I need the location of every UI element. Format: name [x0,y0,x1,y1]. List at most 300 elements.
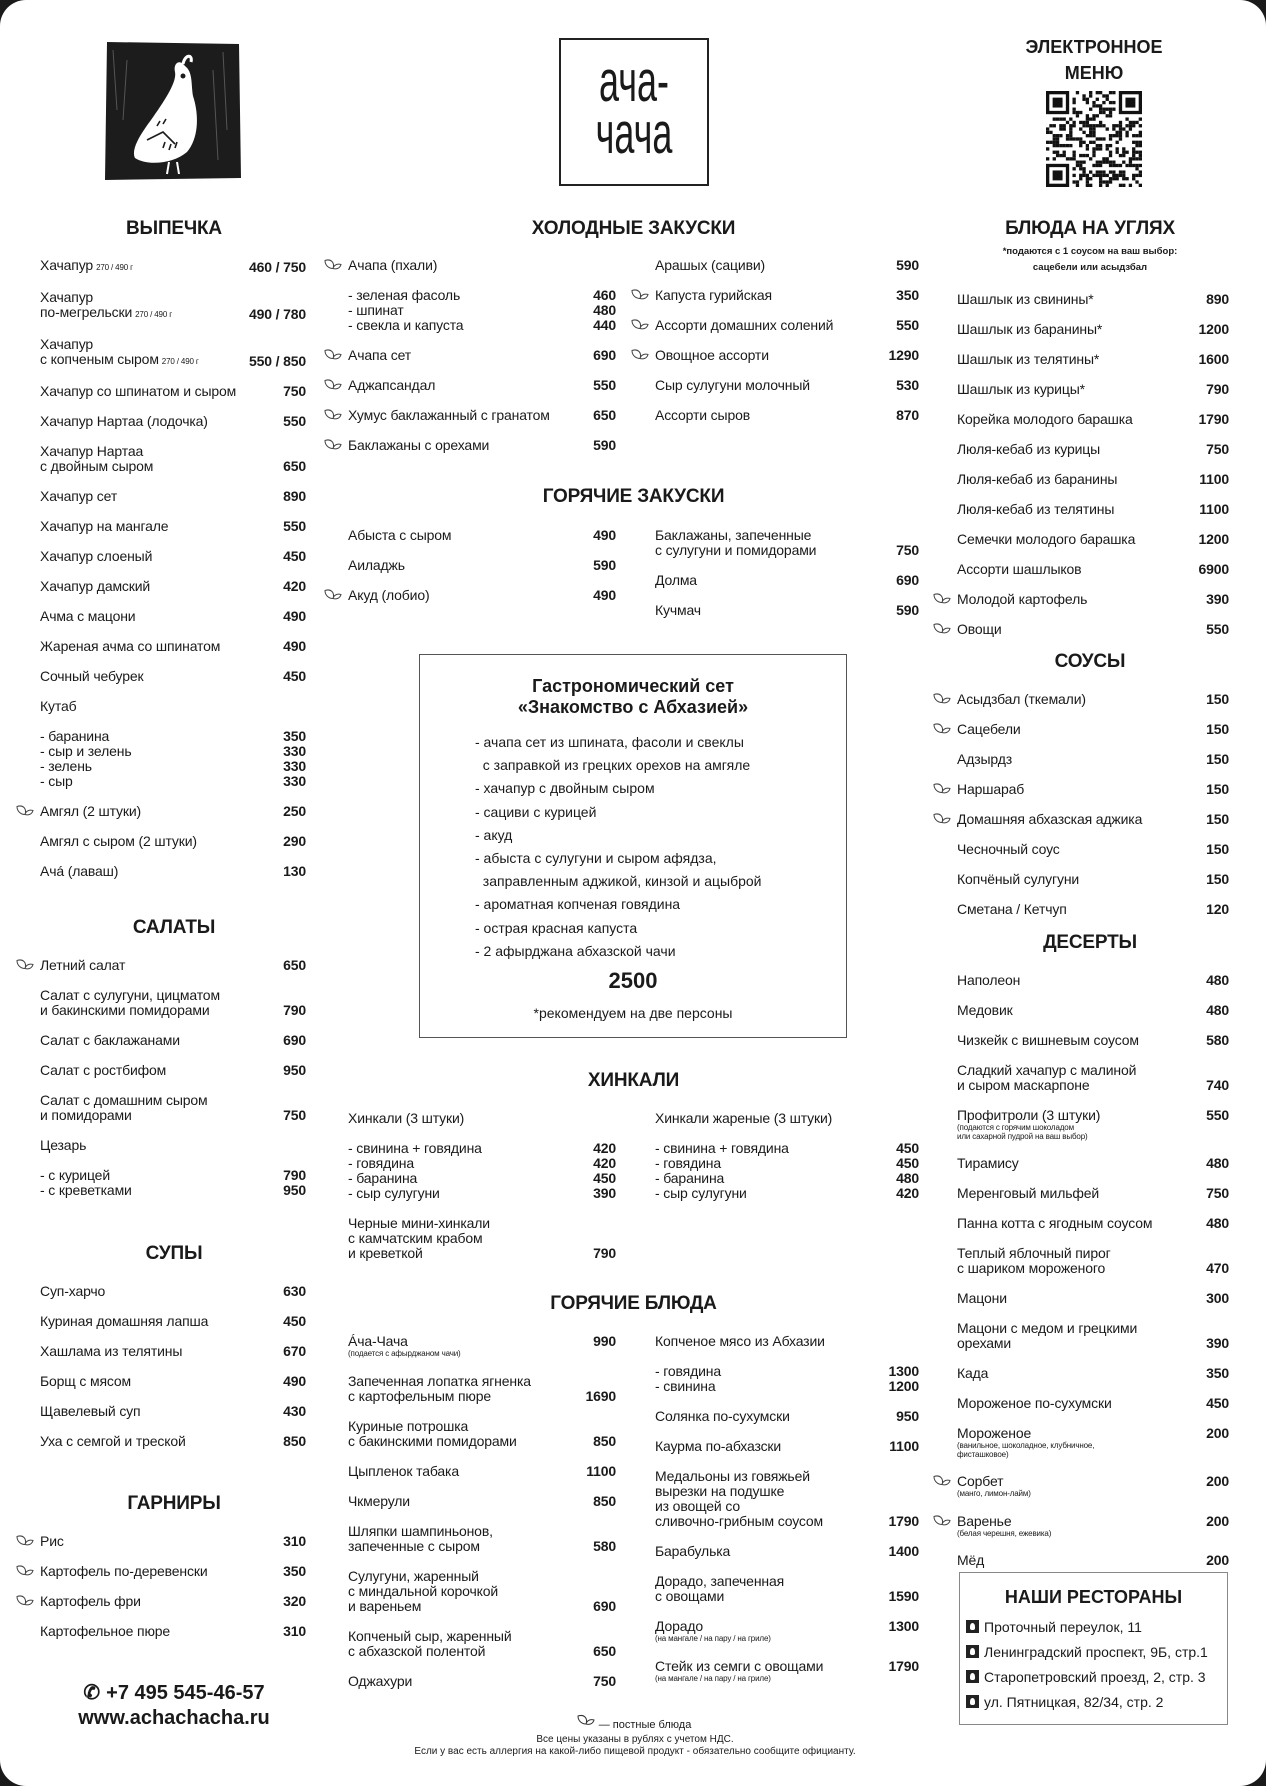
menu-item[interactable] [655,1111,919,1126]
menu-item[interactable] [957,322,1229,337]
section-title-cold: ХОЛОДНЫЕ ЗАКУСКИ [531,218,736,239]
menu-item[interactable] [40,1404,306,1419]
menu-item[interactable] [957,1474,1229,1499]
menu-item-title: Хумус баклажанный с гранатом [348,407,550,423]
menu-item-title: Суп-харчо [40,1283,106,1299]
menu-item[interactable] [348,1494,616,1509]
menu-item-title: Хачапур по-мегрельски [40,289,133,320]
menu-item[interactable] [348,1419,616,1449]
menu-item-title: Панна котта с ягодным соусом [957,1215,1153,1231]
gastro-set-title: Гастрономический сет «Знакомство с Абхазией» [517,676,749,717]
menu-item[interactable] [348,408,616,423]
variant-row[interactable] [40,759,306,774]
menu-item-title: Чесночный соус [957,841,1060,857]
leaf-icon [323,258,343,273]
menu-item[interactable] [957,352,1229,367]
menu-item-price: 690 [283,1032,306,1048]
menu-item[interactable] [348,588,616,603]
variant-name: - говядина [655,1363,722,1379]
menu-item-name [655,1469,882,1529]
menu-item-title: Сыр сулугуни молочный [655,377,810,393]
bird-logo [103,40,243,182]
menu-item-title: Када [957,1365,989,1381]
menu-item[interactable] [40,1564,306,1579]
menu-item-price: 150 [1206,751,1229,767]
variant-row[interactable] [348,303,616,318]
cold-list-b [655,258,919,438]
menu-item-title: Шляпки шампиньонов, запеченные с сыром [348,1522,493,1554]
menu-item-note: (манго, лимон-лайм) [957,1489,1031,1498]
menu-item[interactable] [40,699,306,714]
variant-row[interactable] [348,288,616,303]
variant-name: - сыр сулугуни [655,1185,747,1201]
menu-item[interactable] [40,864,306,879]
variant-row[interactable] [40,744,306,759]
menu-item-title: Щавелевый суп [40,1403,141,1419]
restaurant-address[interactable] [966,1615,1208,1640]
menu-item-title: Арашых (сациви) [655,257,766,273]
menu-item[interactable] [957,1366,1229,1381]
phone-icon: ✆ [83,1682,101,1704]
menu-item[interactable] [957,442,1229,457]
menu-item-name [348,348,587,363]
restaurants-list [966,1615,1208,1715]
menu-item[interactable] [348,1334,616,1359]
menu-item[interactable] [655,1544,919,1559]
menu-item[interactable] [40,1344,306,1359]
menu-item-title: Кучмач [655,602,701,618]
menu-item[interactable] [655,378,919,393]
menu-item-name [957,782,1200,797]
menu-item-price: 650 [283,458,306,474]
menu-item-title: Шашлык из курицы* [957,381,1085,397]
menu-item-weight: 270 / 490 г [135,310,172,319]
menu-item[interactable] [957,782,1229,797]
menu-item-title: Салат с баклажанами [40,1032,180,1048]
menu-item-name [348,408,587,423]
menu-item[interactable] [40,988,306,1018]
menu-item-price: 670 [283,1343,306,1359]
menu-item-name [957,1033,1200,1048]
variant-row[interactable] [40,1168,306,1183]
variant-price: 440 [593,317,616,333]
menu-item[interactable] [957,1426,1229,1459]
menu-item[interactable] [40,804,306,819]
menu-item[interactable] [655,318,919,333]
menu-item-title: Шашлык из баранины* [957,321,1103,337]
menu-item[interactable] [40,290,306,322]
menu-item-price: 150 [1206,871,1229,887]
menu-item-name [348,1569,587,1614]
menu-item-title: Ачапа (пхали) [348,257,438,273]
grill-subnote: *подаются с 1 соусом на ваш выбор: сацебели или асыдзбал [1002,246,1178,273]
menu-item[interactable] [957,1291,1229,1306]
menu-item-price: 590 [896,257,919,273]
menu-item[interactable] [40,1434,306,1449]
menu-item-title: Черные мини-хинкали с камчатским крабом и креветкой [348,1215,490,1261]
menu-item[interactable] [40,1624,306,1639]
variant-row[interactable] [655,1186,919,1201]
hot-dishes-list-a [348,1334,616,1704]
menu-item[interactable] [655,1469,919,1529]
menu-item[interactable] [348,1674,616,1689]
menu-item[interactable] [957,1246,1229,1276]
allergy-note: Если у вас есть аллергия на какой-либо пищевой продукт - обязательно сообщите официанту. [414,1746,856,1757]
menu-item-price: 310 [283,1623,306,1639]
menu-item-name [655,1111,913,1126]
variant-row[interactable] [655,1141,919,1156]
hot-snacks-list-a [348,528,616,618]
menu-item-title: Овощное ассорти [655,347,769,363]
menu-item[interactable] [957,1156,1229,1171]
bird-icon [966,1695,979,1708]
menu-item-title: Акуд (лобио) [348,587,430,603]
qr-code[interactable] [1046,91,1142,187]
brand-logo-text: ача- чача [595,49,673,166]
menu-item[interactable] [957,1186,1229,1201]
menu-item[interactable] [957,842,1229,857]
bakery-list [40,258,306,894]
menu-item-name [40,958,277,973]
menu-item[interactable] [40,519,306,534]
menu-item[interactable] [348,558,616,573]
menu-item[interactable] [957,562,1229,577]
variant-row[interactable] [348,1156,616,1171]
menu-item[interactable] [40,669,306,684]
menu-item-name [348,1374,579,1404]
menu-item-name [348,1524,587,1554]
menu-item[interactable] [957,1108,1229,1141]
menu-item[interactable] [40,1534,306,1549]
soups-list [40,1284,306,1464]
menu-item-title: Копченый сыр, жаренный с абхазской полентой [348,1627,512,1659]
menu-item[interactable] [957,752,1229,767]
gastro-set-line: - ачапа сет из шпината, фасоли и свеклы [475,734,744,750]
footer-notes [300,1734,970,1758]
menu-item[interactable] [957,1553,1229,1568]
menu-item-title: Шашлык из свинины* [957,291,1094,307]
menu-item[interactable] [957,1216,1229,1231]
menu-item-price: 580 [1206,1032,1229,1048]
menu-item[interactable] [40,489,306,504]
variant-price: 480 [593,302,616,318]
menu-item[interactable] [957,812,1229,827]
variant-row[interactable] [655,1379,919,1394]
menu-item[interactable] [348,1216,616,1261]
menu-item[interactable] [957,1063,1229,1093]
menu-item[interactable] [655,1409,919,1424]
menu-item-name [40,609,277,624]
menu-item-name [957,902,1200,917]
menu-item-variants [655,1141,919,1201]
menu-item-title: Мороженое по-сухумски [957,1395,1112,1411]
menu-item-name [655,1574,882,1604]
emenu-line2: МЕНЮ [1064,63,1124,83]
menu-item[interactable] [348,378,616,393]
menu-item[interactable] [40,579,306,594]
menu-item-title: Ассорти домашних солений [655,317,834,333]
variant-row[interactable] [348,1171,616,1186]
menu-item[interactable] [40,639,306,654]
menu-item-title: Люля-кебаб из курицы [957,441,1101,457]
menu-item[interactable] [40,609,306,624]
menu-item[interactable] [40,958,306,973]
menu-item[interactable] [957,692,1229,707]
variant-name: - зеленая фасоль [348,287,461,303]
menu-item-title: Борщ с мясом [40,1373,132,1389]
restaurant-address[interactable] [966,1640,1208,1665]
menu-item[interactable] [957,722,1229,737]
menu-item[interactable] [957,532,1229,547]
leaf-icon [323,408,343,423]
menu-item-title: Чкмерули [348,1492,410,1509]
variant-name: - сыр и зелень [40,743,132,759]
menu-item[interactable] [957,1514,1229,1539]
variant-row[interactable] [655,1156,919,1171]
menu-item-price: 890 [283,488,306,504]
menu-item-price: 550 [1206,1107,1229,1123]
menu-item-price: 200 [1206,1512,1229,1529]
menu-item[interactable] [655,1574,919,1604]
variant-row[interactable] [40,729,306,744]
menu-item-price: 200 [1206,1552,1229,1568]
menu-item-title: Семечки молодого барашка [957,531,1136,547]
menu-item[interactable] [957,592,1229,607]
menu-item-name [348,1494,587,1509]
leaf-icon [15,1564,35,1579]
menu-item-name [40,444,277,474]
menu-item-name [348,378,587,393]
menu-item-name [957,722,1200,737]
menu-item-title: Асыдзбал (ткемали) [957,691,1086,707]
menu-item[interactable] [655,408,919,423]
menu-item-price: 150 [1206,781,1229,797]
menu-item[interactable] [957,292,1229,307]
menu-item-name [957,1291,1200,1306]
menu-item-name [957,1396,1200,1411]
menu-item-name [655,408,890,423]
menu-item[interactable] [655,528,919,558]
restaurant-address[interactable] [966,1690,1208,1715]
menu-item[interactable] [957,1396,1229,1411]
menu-item-price: 1100 [1199,501,1229,517]
menu-item-title: Варенье [957,1512,1012,1529]
menu-item[interactable] [348,1629,616,1659]
menu-item-name [40,804,277,819]
menu-item-variants [40,1168,306,1198]
menu-item[interactable] [957,1003,1229,1018]
menu-item-price: 480 [1206,1215,1229,1231]
menu-item-name [655,318,890,333]
menu-item-price: 350 [283,1563,306,1579]
menu-item[interactable] [348,528,616,543]
menu-item-title: Наршараб [957,781,1025,797]
menu-item-name [40,1284,277,1299]
menu-item[interactable] [655,1659,919,1684]
variant-price: 950 [283,1182,306,1198]
phone-number: +7 495 545-46-57 [106,1682,265,1704]
menu-item-price: 1600 [1198,351,1229,367]
menu-item-price: 450 [283,668,306,684]
menu-item-name [957,1156,1200,1171]
menu-item[interactable] [40,384,306,399]
menu-item[interactable] [957,382,1229,397]
menu-item-name [40,414,277,429]
menu-item[interactable] [40,1314,306,1329]
menu-item-title: Меренговый мильфей [957,1185,1100,1201]
menu-item[interactable] [957,502,1229,517]
menu-item-price: 890 [1206,291,1229,307]
menu-item-title: Корейка молодого барашка [957,411,1133,427]
menu-item[interactable] [40,549,306,564]
menu-item-price: 290 [283,833,306,849]
menu-item-name [40,549,277,564]
menu-item[interactable] [655,348,919,363]
menu-item[interactable] [348,1374,616,1404]
menu-item-title: Баклажаны с орехами [348,437,490,453]
leaf-icon [576,1719,596,1731]
menu-item-title: Капуста гурийская [655,287,772,303]
menu-item[interactable] [40,1284,306,1299]
menu-item-name [957,1003,1200,1018]
variant-row[interactable] [655,1364,919,1379]
menu-item[interactable] [655,573,919,588]
menu-item[interactable] [957,872,1229,887]
menu-item-title: Наполеон [957,972,1021,988]
menu-item[interactable] [348,438,616,453]
leaf-icon [323,348,343,363]
menu-item-name [655,1619,882,1634]
variant-name: - с креветками [40,1182,132,1198]
menu-item[interactable] [40,1033,306,1048]
menu-item-price: 690 [896,572,919,588]
restaurant-address-text: Старопетровский проезд, 2, стр. 3 [984,1669,1206,1685]
menu-item-name [40,290,243,322]
menu-item[interactable] [348,1464,616,1479]
menu-item[interactable] [957,472,1229,487]
variant-row[interactable] [348,1186,616,1201]
variant-row[interactable] [348,1141,616,1156]
gastro-set-lines [475,731,761,963]
menu-item-price: 870 [896,407,919,423]
phone-link[interactable] [40,1680,308,1705]
variant-price: 450 [896,1155,919,1171]
variant-row[interactable] [40,774,306,789]
menu-item-name [40,1093,277,1123]
menu-item-name [40,519,277,534]
menu-item[interactable] [40,1138,306,1153]
menu-item[interactable] [40,1063,306,1078]
menu-item-price: 490 [593,587,616,603]
menu-item-name [40,1374,277,1389]
menu-item[interactable] [40,444,306,474]
menu-item-title: Хашлама из телятины [40,1343,183,1359]
menu-item[interactable] [655,1334,919,1349]
menu-item[interactable] [957,1033,1229,1048]
menu-item[interactable] [957,973,1229,988]
website-link[interactable]: www.achachacha.ru [78,1707,270,1729]
menu-item-weight: 270 / 490 г [161,357,199,366]
menu-item-price: 1790 [888,1513,919,1529]
menu-item[interactable] [40,414,306,429]
menu-item-name [40,1404,277,1419]
variant-price: 330 [283,743,306,759]
restaurant-address[interactable] [966,1665,1208,1690]
menu-item-name [655,1334,913,1349]
menu-item-name [348,1334,587,1349]
leaf-icon [630,288,650,303]
variant-price: 390 [593,1185,616,1201]
menu-item-price: 550 / 850 [248,353,306,369]
menu-item-name [957,292,1200,307]
menu-item[interactable] [348,1524,616,1554]
menu-item-price: 490 [283,608,306,624]
menu-item[interactable] [40,834,306,849]
menu-item[interactable] [655,1439,919,1454]
menu-item[interactable] [40,258,306,275]
menu-item[interactable] [348,258,616,273]
variant-price: 330 [283,758,306,774]
menu-item-price: 450 [1206,1395,1229,1411]
menu-item[interactable] [40,1093,306,1123]
gastro-set-line: - акуд [475,826,513,843]
menu-item-title: Шашлык из телятины* [957,351,1100,367]
menu-item-title: Барабулька [655,1543,731,1559]
menu-item-title: Куриная домашняя лапша [40,1313,209,1329]
menu-item-name [348,258,610,273]
menu-item-price: 1100 [1199,471,1229,487]
menu-item-price: 150 [1206,841,1229,857]
menu-item-title: Ассорти сыров [655,407,751,423]
menu-item-price: 470 [1206,1260,1229,1276]
menu-item-title: Молодой картофель [957,591,1088,607]
menu-item-title: Хачапур Нартаа (лодочка) [40,413,208,429]
menu-item[interactable] [348,1569,616,1614]
menu-item-title: Сацебели [957,721,1021,737]
variant-name: - свинина + говядина [348,1140,482,1156]
menu-item[interactable] [40,1594,306,1609]
menu-item[interactable] [957,1321,1229,1351]
menu-item[interactable] [655,1619,919,1644]
menu-item[interactable] [655,258,919,273]
menu-item[interactable] [348,348,616,363]
menu-item-price: 690 [593,1597,616,1614]
khinkali-list-a [348,1111,616,1276]
section-title-sauces: СОУСЫ [1054,651,1126,672]
menu-item[interactable] [40,1374,306,1389]
menu-item[interactable] [957,622,1229,637]
menu-item-price: 790 [1206,381,1229,397]
menu-item[interactable] [957,902,1229,917]
menu-item-price: 850 [283,1433,306,1449]
variant-row[interactable] [348,318,616,333]
variant-row[interactable] [40,1183,306,1198]
variant-row[interactable] [655,1171,919,1186]
menu-item-name [957,973,1200,988]
menu-item[interactable] [40,337,306,369]
menu-item[interactable] [957,412,1229,427]
menu-item-title: Салат с домашним сыром и помидорами [40,1092,208,1123]
gastro-set-line: заправленным аджикой, кинзой и ацыброй [475,873,762,890]
menu-item[interactable] [655,288,919,303]
menu-item-name [957,1553,1200,1568]
leaf-icon [932,1514,952,1529]
menu-item-name [957,622,1200,637]
vegan-legend-text: — постные блюда [598,1719,692,1731]
menu-item[interactable] [348,1111,616,1126]
menu-item-note: (подаются с горячим шоколадом или сахарной пудрой на ваш выбор) [957,1123,1088,1141]
menu-item[interactable] [655,603,919,618]
